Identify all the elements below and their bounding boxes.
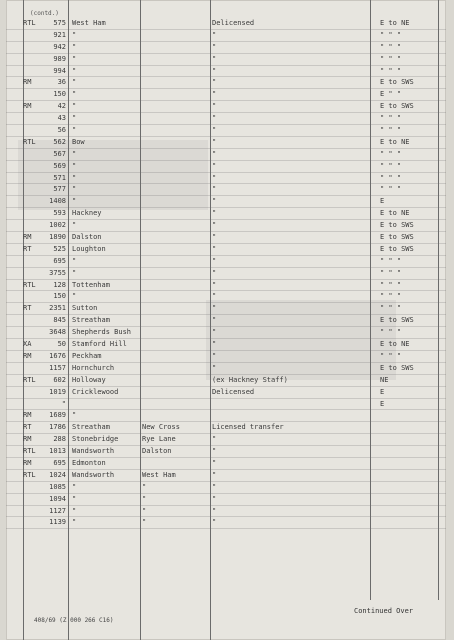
fleet-code-cell: RM <box>23 233 32 242</box>
disposal-cell: E to SWS <box>380 78 414 87</box>
fleet-number-cell: 845 <box>53 316 66 325</box>
disposal-cell: " " " <box>380 268 402 277</box>
garage-from-cell: Hackney <box>72 209 102 218</box>
table-row <box>6 494 446 506</box>
fleet-number-cell: 1408 <box>49 197 66 206</box>
disposal-cell: " " " <box>380 173 402 182</box>
fleet-code-cell: XA <box>23 340 32 349</box>
garage-from-cell: " <box>72 149 77 158</box>
remarks-cell: " <box>212 161 217 170</box>
disposal-cell: " " " <box>380 304 402 313</box>
disposal-cell: " " " <box>380 149 402 158</box>
remarks-cell: " <box>212 197 217 206</box>
garage-from-cell: Stonebridge <box>72 435 119 444</box>
garage-to-cell: West Ham <box>142 470 176 479</box>
table-row <box>6 125 446 137</box>
disposal-cell: E to NE <box>380 340 410 349</box>
garage-from-cell: Wandsworth <box>72 447 115 456</box>
table-row <box>6 327 446 339</box>
fleet-number-cell: 1024 <box>49 470 66 479</box>
remarks-cell: " <box>212 280 217 289</box>
disposal-cell: " " " <box>380 30 402 39</box>
remarks-cell: " <box>212 114 217 123</box>
fleet-number-cell: 695 <box>53 256 66 265</box>
disposal-cell: E to SWS <box>380 316 414 325</box>
disposal-cell: " " " <box>380 42 402 51</box>
table-row <box>6 458 446 470</box>
remarks-cell: " <box>212 30 217 39</box>
garage-from-cell: Sutton <box>72 304 98 313</box>
fleet-number-cell: 1127 <box>49 506 66 515</box>
fleet-code-cell: RM <box>23 351 32 360</box>
fleet-number-cell: 42 <box>57 102 66 111</box>
fleet-number-cell: 569 <box>53 161 66 170</box>
table-row <box>6 351 446 363</box>
fleet-number-cell: 1786 <box>49 423 66 432</box>
garage-from-cell: Edmonton <box>72 458 106 467</box>
garage-to-cell: " <box>142 518 147 527</box>
table-row <box>6 149 446 161</box>
table-row <box>6 375 446 387</box>
fleet-number-cell: 56 <box>57 126 66 135</box>
garage-from-cell: Stamford Hill <box>72 340 127 349</box>
disposal-cell: " " " <box>380 328 402 337</box>
remarks-cell: " <box>212 494 217 503</box>
table-row <box>6 244 446 256</box>
garage-from-cell: " <box>72 114 77 123</box>
table-row <box>6 517 446 529</box>
table-row <box>6 208 446 220</box>
fleet-number-cell: 150 <box>53 90 66 99</box>
fleet-number-cell: 36 <box>57 78 66 87</box>
remarks-cell: " <box>212 185 217 194</box>
garage-from-cell: " <box>72 102 77 111</box>
remarks-cell: " <box>212 458 217 467</box>
remarks-cell: " <box>212 209 217 218</box>
disposal-cell: E <box>380 197 385 206</box>
garage-from-cell: " <box>72 173 77 182</box>
table-row <box>6 280 446 292</box>
remarks-cell: " <box>212 470 217 479</box>
fleet-number-cell: 921 <box>53 30 66 39</box>
garage-from-cell: " <box>72 221 77 230</box>
remarks-cell: " <box>212 126 217 135</box>
fleet-number-cell: 3648 <box>49 328 66 337</box>
fleet-code-cell: RM <box>23 102 32 111</box>
disposal-cell: NE <box>380 375 389 384</box>
fleet-number-cell: 50 <box>57 340 66 349</box>
table-row <box>6 303 446 315</box>
garage-from-cell: Hornchurch <box>72 363 115 372</box>
garage-from-cell: " <box>72 30 77 39</box>
fleet-number-cell: 942 <box>53 42 66 51</box>
disposal-cell: " " " <box>380 256 402 265</box>
remarks-cell: " <box>212 316 217 325</box>
garage-from-cell: " <box>72 66 77 75</box>
remarks-cell: " <box>212 292 217 301</box>
table-row <box>6 137 446 149</box>
remarks-cell: " <box>212 328 217 337</box>
garage-from-cell: Bow <box>72 137 85 146</box>
remarks-cell: (ex Hackney Staff) <box>212 375 288 384</box>
table-row <box>6 410 446 422</box>
garage-from-cell: Holloway <box>72 375 106 384</box>
table-row <box>6 184 446 196</box>
fleet-number-cell: 1094 <box>49 494 66 503</box>
table-row <box>6 54 446 66</box>
table-row <box>6 89 446 101</box>
garage-from-cell: " <box>72 411 77 420</box>
garage-from-cell: Shepherds Bush <box>72 328 132 337</box>
fleet-number-cell: 1139 <box>49 518 66 527</box>
fleet-code-cell: RM <box>23 458 32 467</box>
disposal-cell: E <box>380 399 385 408</box>
remarks-cell: " <box>212 90 217 99</box>
fleet-number-cell: 575 <box>53 19 66 27</box>
fleet-number-cell: 571 <box>53 173 66 182</box>
remarks-cell: " <box>212 173 217 182</box>
garage-from-cell: Streatham <box>72 316 110 325</box>
fleet-number-cell: 43 <box>57 114 66 123</box>
table-row <box>6 470 446 482</box>
garage-to-cell: " <box>142 494 147 503</box>
disposal-cell: " " " <box>380 161 402 170</box>
disposal-cell: E <box>380 387 385 396</box>
fleet-number-cell: 567 <box>53 149 66 158</box>
garage-from-cell: " <box>72 161 77 170</box>
disposal-cell: " " " <box>380 351 402 360</box>
fleet-number-cell: 150 <box>53 292 66 301</box>
table-row <box>6 161 446 173</box>
remarks-cell: Licensed transfer <box>212 423 284 432</box>
fleet-number-cell: 1890 <box>49 233 66 242</box>
table-row <box>6 42 446 54</box>
remarks-cell: " <box>212 102 217 111</box>
garage-from-cell: " <box>72 482 77 491</box>
remarks-cell: " <box>212 304 217 313</box>
fleet-number-cell: 1019 <box>49 387 66 396</box>
table-row <box>6 220 446 232</box>
fleet-code-cell: RTL <box>23 19 36 27</box>
form-code: 408/69 (Z 000 266 C16) <box>34 617 114 624</box>
garage-to-cell: " <box>142 482 147 491</box>
garage-to-cell: Dalston <box>142 447 172 456</box>
table-row <box>6 232 446 244</box>
disposal-cell: " " " <box>380 126 402 135</box>
fleet-number-cell: 525 <box>53 244 66 253</box>
table-row <box>6 268 446 280</box>
table-row <box>6 77 446 89</box>
fleet-code-cell: RTL <box>23 447 36 456</box>
disposal-cell: " " " <box>380 185 402 194</box>
fleet-number-cell: " <box>61 399 66 408</box>
remarks-cell: " <box>212 447 217 456</box>
table-row <box>6 446 446 458</box>
remarks-cell: " <box>212 363 217 372</box>
fleet-code-cell: RTL <box>23 470 36 479</box>
fleet-code-cell: RM <box>23 411 32 420</box>
table-row <box>6 256 446 268</box>
disposal-cell: E " " <box>380 90 402 99</box>
remarks-cell: " <box>212 244 217 253</box>
garage-from-cell: " <box>72 185 77 194</box>
table-row <box>6 422 446 434</box>
fleet-number-cell: 1013 <box>49 447 66 456</box>
table-row <box>6 387 446 399</box>
garage-to-cell: New Cross <box>142 423 180 432</box>
table-row <box>6 434 446 446</box>
table-row <box>6 291 446 303</box>
document-sheet <box>6 0 446 640</box>
garage-from-cell: " <box>72 90 77 99</box>
page-header: (contd.) <box>30 10 59 17</box>
remarks-cell: " <box>212 340 217 349</box>
fleet-number-cell: 128 <box>53 280 66 289</box>
remarks-cell: Delicensed <box>212 387 255 396</box>
records-table <box>6 18 446 529</box>
fleet-number-cell: 602 <box>53 375 66 384</box>
table-row <box>6 363 446 375</box>
garage-from-cell: " <box>72 54 77 63</box>
remarks-cell: " <box>212 42 217 51</box>
disposal-cell: E to SWS <box>380 244 414 253</box>
fleet-code-cell: RM <box>23 435 32 444</box>
table-row <box>6 173 446 185</box>
fleet-number-cell: 1676 <box>49 351 66 360</box>
garage-from-cell: Cricklewood <box>72 387 119 396</box>
disposal-cell: E to SWS <box>380 233 414 242</box>
remarks-cell: Delicensed <box>212 19 255 27</box>
table-row <box>6 18 446 30</box>
disposal-cell: E to NE <box>380 209 410 218</box>
fleet-number-cell: 695 <box>53 458 66 467</box>
remarks-cell: " <box>212 256 217 265</box>
remarks-cell: " <box>212 435 217 444</box>
disposal-cell: " " " <box>380 54 402 63</box>
fleet-number-cell: 577 <box>53 185 66 194</box>
garage-from-cell: " <box>72 197 77 206</box>
fleet-number-cell: 288 <box>53 435 66 444</box>
garage-to-cell: " <box>142 506 147 515</box>
remarks-cell: " <box>212 351 217 360</box>
fleet-code-cell: RTL <box>23 375 36 384</box>
disposal-cell: " " " <box>380 292 402 301</box>
disposal-cell: E to SWS <box>380 221 414 230</box>
garage-from-cell: Tottenham <box>72 280 110 289</box>
fleet-number-cell: 3755 <box>49 268 66 277</box>
fleet-number-cell: 1689 <box>49 411 66 420</box>
table-row <box>6 315 446 327</box>
table-row <box>6 399 446 411</box>
garage-from-cell: " <box>72 506 77 515</box>
table-row <box>6 506 446 518</box>
garage-from-cell: " <box>72 42 77 51</box>
garage-from-cell: " <box>72 268 77 277</box>
disposal-cell: " " " <box>380 280 402 289</box>
fleet-number-cell: 989 <box>53 54 66 63</box>
garage-to-cell: Rye Lane <box>142 435 176 444</box>
remarks-cell: " <box>212 506 217 515</box>
garage-from-cell: " <box>72 494 77 503</box>
fleet-number-cell: 1085 <box>49 482 66 491</box>
garage-from-cell: " <box>72 292 77 301</box>
remarks-cell: " <box>212 233 217 242</box>
garage-from-cell: " <box>72 256 77 265</box>
table-row <box>6 339 446 351</box>
garage-from-cell: Dalston <box>72 233 102 242</box>
garage-from-cell: Streatham <box>72 423 110 432</box>
fleet-number-cell: 1002 <box>49 221 66 230</box>
remarks-cell: " <box>212 149 217 158</box>
garage-from-cell: West Ham <box>72 19 106 27</box>
fleet-code-cell: RTL <box>23 137 36 146</box>
table-row <box>6 101 446 113</box>
fleet-code-cell: RT <box>23 423 32 432</box>
garage-from-cell: Wandsworth <box>72 470 115 479</box>
remarks-cell: " <box>212 66 217 75</box>
garage-from-cell: " <box>72 518 77 527</box>
remarks-cell: " <box>212 221 217 230</box>
garage-from-cell: Peckham <box>72 351 102 360</box>
garage-from-cell: " <box>72 126 77 135</box>
garage-from-cell: " <box>72 78 77 87</box>
fleet-number-cell: 1157 <box>49 363 66 372</box>
disposal-cell: " " " <box>380 66 402 75</box>
disposal-cell: E to NE <box>380 137 410 146</box>
continued-over-label: Continued Over <box>354 607 414 615</box>
remarks-cell: " <box>212 78 217 87</box>
disposal-cell: E to SWS <box>380 102 414 111</box>
table-row <box>6 196 446 208</box>
table-row <box>6 113 446 125</box>
disposal-cell: E to SWS <box>380 363 414 372</box>
fleet-number-cell: 2351 <box>49 304 66 313</box>
fleet-number-cell: 994 <box>53 66 66 75</box>
remarks-cell: " <box>212 518 217 527</box>
remarks-cell: " <box>212 268 217 277</box>
fleet-code-cell: RT <box>23 304 32 313</box>
disposal-cell: E to NE <box>380 19 410 27</box>
table-row <box>6 30 446 42</box>
remarks-cell: " <box>212 137 217 146</box>
table-row <box>6 482 446 494</box>
fleet-number-cell: 562 <box>53 137 66 146</box>
disposal-cell: " " " <box>380 114 402 123</box>
remarks-cell: " <box>212 482 217 491</box>
garage-from-cell: Loughton <box>72 244 106 253</box>
fleet-code-cell: RM <box>23 78 32 87</box>
fleet-number-cell: 593 <box>53 209 66 218</box>
remarks-cell: " <box>212 54 217 63</box>
fleet-code-cell: RTL <box>23 280 36 289</box>
table-row <box>6 66 446 78</box>
fleet-code-cell: RT <box>23 244 32 253</box>
